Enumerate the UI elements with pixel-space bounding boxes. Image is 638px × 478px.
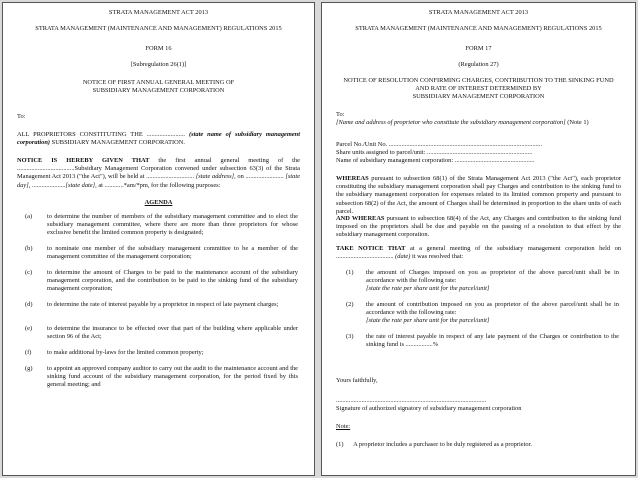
item-number: (a) — [25, 213, 33, 220]
whereas-lead: WHEREAS — [336, 175, 369, 182]
whereas-paragraph — [336, 175, 621, 216]
take-notice-paragraph — [336, 245, 621, 261]
date-placeholder: [state date] — [65, 181, 96, 189]
notice-text-a: the first annual general meeting of the ....................................Subsidiary Management Corporation convened under subsection 63(3) of the Strata Management Act 2013 ("the Act"), will be held at .............................. — [17, 157, 300, 181]
and-whereas-text: pursuant to subsection 68(4) of the Act, any Charges and contribution to the sinking fund imposed on the proprietors shall be due and payable on the passing of a resolution to that effect by the subsidiary management corporation. — [336, 215, 622, 239]
agenda-item — [25, 269, 298, 294]
share-units-line: Share units assigned to parcel/unit: .................................................................. — [336, 149, 533, 156]
addressee — [336, 119, 621, 127]
agenda-item — [25, 245, 298, 261]
addressee-text: ALL PROPRIETORS CONSTITUTING THE ........................ — [17, 131, 186, 138]
to-label: To: — [17, 113, 26, 120]
item-text: to determine the rate of interest payable by a proprietor in respect of late payment charges; — [47, 301, 279, 308]
item-text: to appoint an approved company auditor to carry out the audit to the maintenance account and the sinking fund account of the subsidiary management corporation, for the period fixed by this general meeting; and — [47, 365, 298, 389]
item-text: to determine the number of members of the subsidiary management committee and to elect the subsidiary management committee, where there are more than three proprietors for whose exclusive benefit the limited common property is designated; — [47, 213, 298, 237]
corp-name-line: Name of subsidiary management corporation: .................................................. — [336, 157, 535, 164]
to-label: To: — [336, 111, 345, 118]
regulations-title: STRATA MANAGEMENT (MAINTENANCE AND MANAGEMENT) REGULATIONS 2015 — [355, 25, 602, 32]
form-number: FORM 17 — [465, 45, 492, 52]
notice-text-c: , on ........................ — [234, 173, 284, 181]
take-notice-text-c: it was resolved that: — [412, 253, 464, 261]
notice-title-line2: AND RATE OF INTEREST DETERMINED BY — [415, 85, 542, 92]
take-notice-lead: TAKE NOTICE THAT — [336, 245, 406, 252]
whereas-text: pursuant to subsection 68(1) of the Strata Management Act 2013 ("the Act"), each proprietor constituting the subsidiary management corporation shall pay Charges and contribution to the sinking fund to the subsidiary management corporation for expenses related to its limited common property and pursuant to subsection 68(2) of the Act, the amount of Charges shall be determined in proportion to the share units of each parcel. — [336, 175, 621, 215]
notice-text-g: , at ............*am/*pm, for the following purposes: — [95, 181, 221, 189]
agenda-item — [25, 365, 298, 390]
address-placeholder: [state address] — [195, 173, 235, 181]
notice-title-line1: NOTICE OF FIRST ANNUAL GENERAL MEETING OF — [82, 79, 235, 86]
item-number: (1) — [346, 269, 354, 276]
item-body — [366, 269, 619, 294]
agenda-item — [25, 213, 298, 238]
agenda-item — [25, 325, 298, 341]
item-number: (f) — [25, 349, 32, 356]
item-number: (3) — [346, 333, 354, 340]
item-text: to nominate one member of the subsidiary management committee to be a member of the management committee of the management corporation; — [47, 245, 298, 261]
notice-title-line1: NOTICE OF RESOLUTION CONFIRMING CHARGES, CONTRIBUTION TO THE SINKING FUND — [343, 77, 614, 84]
note-number: (1) — [336, 441, 344, 448]
item-number: (g) — [25, 365, 33, 372]
item-text: to determine the amount of Charges to be paid to the maintenance account of the subsidiary management corporation, and the contribution to be paid to the sinking fund of the subsidiary management corporation; — [47, 269, 298, 293]
and-whereas-lead: AND WHEREAS — [336, 215, 385, 222]
form-number: FORM 16 — [145, 45, 172, 52]
item-body — [366, 301, 619, 326]
item-number: (b) — [25, 245, 33, 252]
and-whereas-paragraph — [336, 215, 621, 240]
item-text: the amount of Charges imposed on you as proprietor of the above parcel/unit shall be in accordance with the following rate: — [366, 269, 619, 285]
notice-title-line2: SUBSIDIARY MANAGEMENT CORPORATION — [92, 87, 225, 94]
form-17-page — [321, 2, 636, 476]
regulations-title: STRATA MANAGEMENT (MAINTENANCE AND MANAGEMENT) REGULATIONS 2015 — [35, 25, 282, 32]
item-number: (d) — [25, 301, 33, 308]
agenda-heading: AGENDA — [144, 199, 173, 206]
day-placeholder: [state day] — [17, 173, 300, 189]
addressee-paragraph — [17, 131, 300, 147]
act-title: STRATA MANAGEMENT ACT 2013 — [428, 9, 529, 16]
subregulation: [Subregulation 26(1)] — [130, 61, 187, 68]
notice-text-e: , ..................... — [28, 181, 66, 189]
rate-placeholder: [state the rate per share unit for the parcel/unit] — [366, 285, 490, 293]
act-title: STRATA MANAGEMENT ACT 2013 — [108, 9, 209, 16]
item-text: the amount of contribution imposed on you as proprietor of the above parcel/unit shall be in accordance with the following rate: — [366, 301, 619, 317]
item-number: (e) — [25, 325, 33, 332]
item-number: (c) — [25, 269, 33, 276]
resolution-item — [346, 269, 619, 294]
notice-lead: NOTICE IS HEREBY GIVEN THAT — [17, 157, 150, 164]
item-text: the rate of interest payable in respect of any late payment of the Charges or contribution to the sinking fund is .................% — [366, 333, 619, 349]
notice-title-line3: SUBSIDIARY MANAGEMENT CORPORATION — [412, 93, 545, 100]
note-heading: Note: — [336, 423, 351, 430]
signature-line: .............................................................................................. — [336, 397, 487, 404]
item-number: (2) — [346, 301, 354, 308]
take-notice-text-a: at a general meeting of the subsidiary management corporation held on .................................... — [336, 245, 621, 261]
notice-paragraph — [17, 157, 300, 190]
addressee-placeholder: [Name and address of proprietor who constitute the subsidiary management corporation] — [336, 119, 566, 126]
note-item — [336, 441, 621, 449]
form-16-page — [2, 2, 315, 476]
regulation: (Regulation 27) — [458, 61, 499, 68]
addressee-corp: SUBSIDIARY MANAGEMENT CORPORATION. — [51, 139, 185, 147]
signature-caption: Signature of authorized signatory of subsidiary management corporation — [336, 405, 522, 412]
parcel-line: Parcel No./Unit No. ................................................................................................ — [336, 141, 543, 148]
item-text: to make additional by-laws for the limited common property; — [47, 349, 204, 356]
yours-faithfully: Yours faithfully, — [336, 377, 378, 384]
resolution-item — [346, 301, 619, 326]
item-text: to determine the insurance to be effected over that part of the building where applicable under section 96 of the Act; — [47, 325, 298, 341]
date-placeholder: (date) — [395, 253, 411, 261]
note-reference: (Note 1) — [567, 119, 589, 126]
agenda-item — [25, 349, 298, 357]
note-text: A proprietor includes a purchaser to be duly registered as a proprietor. — [353, 441, 532, 448]
rate-placeholder: [state the rate per share unit for the parcel/unit] — [366, 317, 490, 325]
agenda-item — [25, 301, 298, 309]
resolution-item — [346, 333, 619, 349]
addressee-placeholder: (state name of subsidiary management corporation) — [17, 131, 300, 147]
